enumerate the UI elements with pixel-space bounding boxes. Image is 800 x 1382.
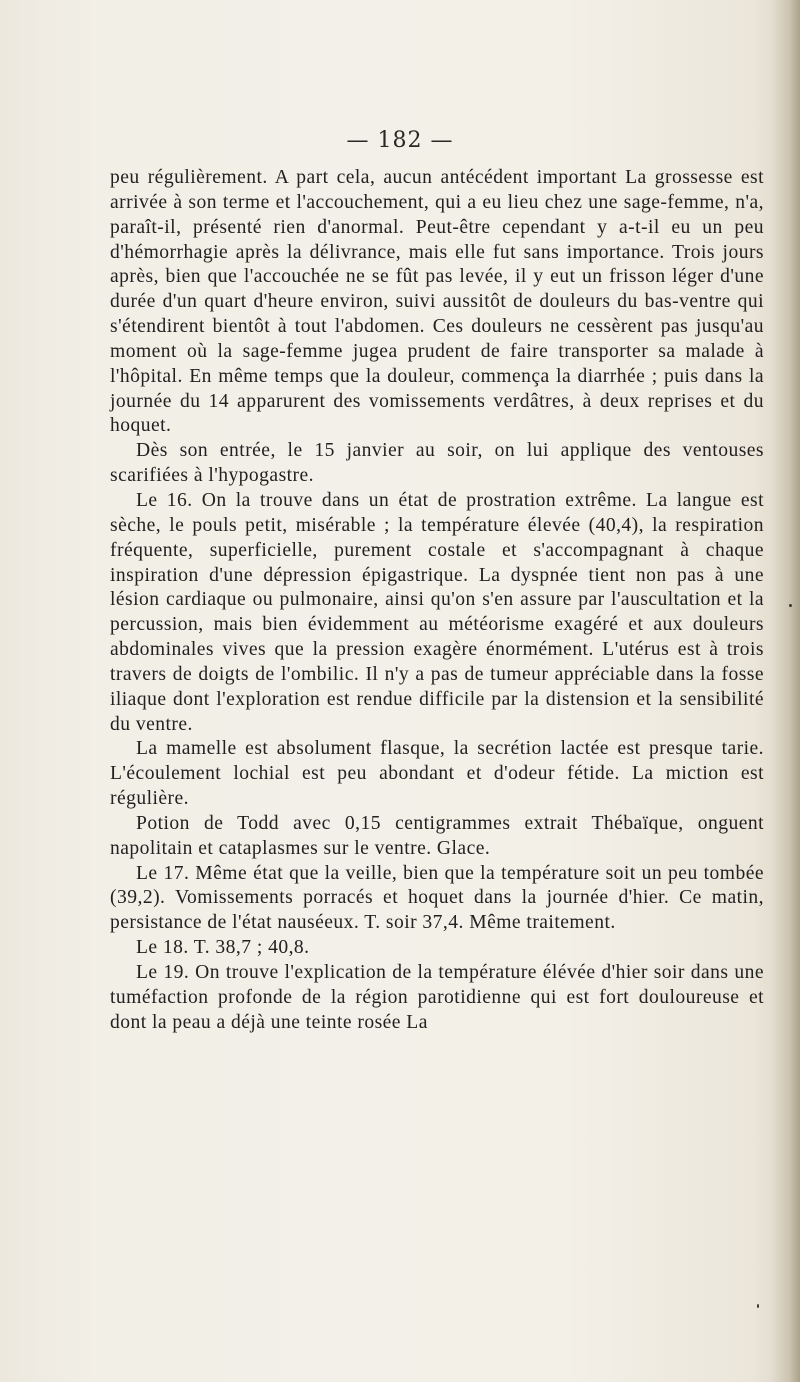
body-text (110, 166, 764, 1036)
ink-speck (789, 604, 792, 607)
paragraph-6: Le 17. Même état que la veille, bien que la température soit un peu tombée (39,2). Vomissements porracés et hoquet dans la journée d'hier. Ce matin, persistance de l'état nauséeux. T. soir 37,4. Même traitement. (110, 862, 764, 934)
paragraph-7: Le 18. T. 38,7 ; 40,8. (136, 937, 310, 959)
page-edge-shadow (772, 0, 800, 1382)
paragraph-8: Le 19. On trouve l'explication de la température élévée d'hier soir dans une tuméfaction profonde de la région parotidienne qui est fort douloureuse et dont la peau a déjà une teinte rosée La (110, 962, 764, 1033)
paragraph-1: peu régulièrement. A part cela, aucun antécédent important La grossesse est arrivée à son terme et l'accouchement, qui a eu lieu chez une sage-femme, n'a, paraît-il, présenté rien d'anormal. Peut-être cependant y a-t-il eu un peu d'hémorrhagie après la délivrance, mais elle fut sans importance. Trois jours après, bien que l'accouchée ne se fût pas levée, il y eut un frisson léger d'une durée d'un quart d'heure environ, suivi aussitôt de douleurs du bas-ventre qui s'étendirent bientôt à tout l'abdomen. Ces douleurs ne cessèrent pas jusqu'au moment où la sage-femme jugea prudent de faire transporter sa malade à l'hôpital. En même temps que la douleur, commença la diarrhée ; puis dans la journée du 14 apparurent des vomissements verdâtres, à deux reprises et du hoquet. (110, 167, 764, 437)
paragraph-4: La mamelle est absolument flasque, la secrétion lactée est presque tarie. L'écoulement lochial est peu abondant et d'odeur fétide. La miction est régulière. (110, 738, 764, 810)
paragraph-3: Le 16. On la trouve dans un état de prostration extrême. La langue est sèche, le pouls petit, misérable ; la température élevée (40,4), la respiration fréquente, superficielle, purement costale et s'accompagnant à chaque inspiration d'une dépression épigastrique. La dyspnée tient non pas à une lésion cardiaque ou pulmonaire, ainsi qu'on s'en assure par l'auscultation et la percussion, mais bien évidemment au météorisme exagéré et aux douleurs abdominales vives que la pression exagère énormément. L'utérus est à trois travers de doigts de l'ombilic. Il n'y a pas de tumeur appréciable dans la fosse iliaque dont l'exploration est rendue difficile par la distension et la sensibilité du ventre. (110, 489, 764, 735)
paragraph-5: Potion de Todd avec 0,15 centigrammes extrait Thébaïque, onguent napolitain et cataplasmes sur le ventre. Glace. (110, 812, 764, 859)
page-number: — 182 — (346, 128, 454, 153)
ink-speck (757, 1304, 759, 1308)
paragraph-2: Dès son entrée, le 15 janvier au soir, on lui applique des ventouses scarifiées à l'hypogastre. (110, 440, 764, 487)
